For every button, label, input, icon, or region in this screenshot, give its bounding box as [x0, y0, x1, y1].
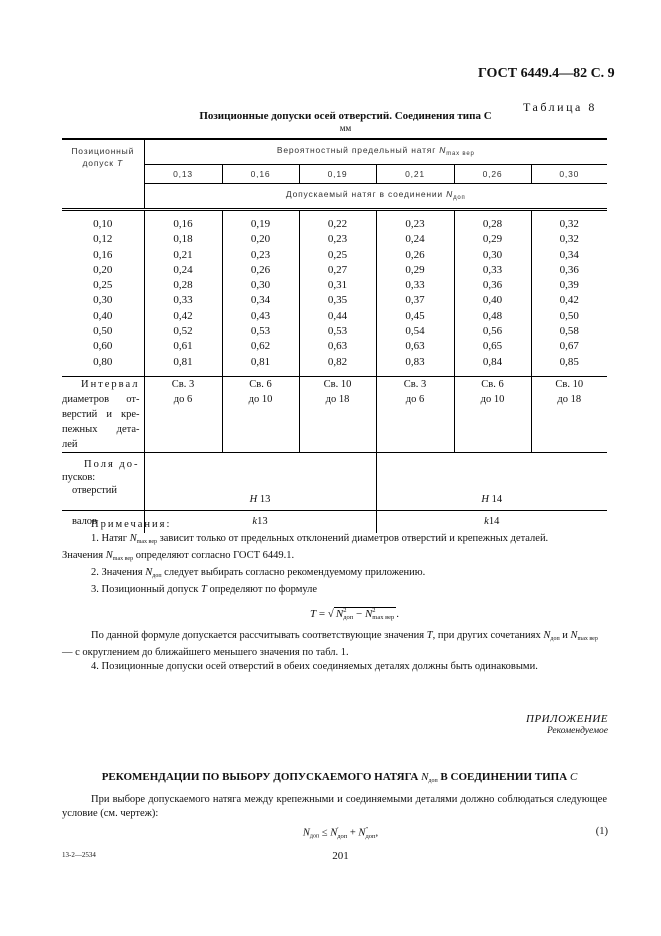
interference-value: 0,28 [454, 210, 531, 233]
note-text: определяют по формуле [209, 584, 318, 595]
holes-field-letter: H [481, 493, 489, 505]
interference-value: 0,27 [299, 263, 376, 278]
note-text: По данной формуле допускается рассчитывать соответствующие значения [91, 630, 425, 642]
eq-symbol: N [358, 827, 366, 839]
heading-type: C [569, 771, 578, 783]
interference-value: 0,30 [454, 248, 531, 263]
interference-value: 0,37 [376, 293, 454, 308]
note-text: зависит только от предельных отклонений диаметров отверстий и крепежных деталей. [159, 533, 549, 544]
interference-value: 0,33 [144, 293, 222, 308]
interference-value: 0,50 [531, 309, 607, 324]
fields-label-second: пусков: [62, 471, 96, 483]
interference-value: 0,53 [222, 324, 299, 339]
shafts-field-number: 13 [257, 515, 268, 527]
holes-field-number: 13 [259, 493, 271, 505]
interval-to: до 10 [248, 393, 273, 405]
column-header: 0,21 [376, 165, 454, 184]
interference-value: 0,65 [454, 339, 531, 354]
interference-value: 0,62 [222, 339, 299, 354]
tolerance-value: 0,80 [93, 355, 113, 368]
interval-cell [531, 376, 607, 452]
interference-value: 0,24 [376, 232, 454, 247]
interference-value: 0,39 [531, 278, 607, 293]
table-row [62, 293, 607, 308]
interval-label-line: верстий и кре- [62, 408, 140, 420]
note-text: 3. Позиционный допуск [91, 584, 199, 595]
table-row [62, 355, 607, 377]
superscript: 2 [372, 607, 376, 615]
holes-label: отверстий [72, 484, 117, 496]
group-header-text: Вероятностный предельный натяг [276, 145, 437, 155]
eq-end: , [375, 827, 379, 839]
shafts-field-letter: k [484, 515, 489, 527]
eq-symbol: N [302, 827, 310, 839]
interference-value: 0,34 [531, 248, 607, 263]
interference-value: 0,63 [376, 339, 454, 354]
table-row [62, 278, 607, 293]
formula [62, 607, 607, 621]
eq-symbol: N [330, 827, 338, 839]
formula-symbol: T [309, 608, 317, 620]
interference-value: 0,53 [299, 324, 376, 339]
note-text: Значения [62, 550, 104, 561]
fields-label [62, 452, 144, 510]
formula-radicand [334, 607, 396, 620]
double-prime: ″ [365, 826, 369, 833]
tolerance-value: 0,60 [93, 340, 113, 353]
tolerance-value: 0,10 [93, 218, 113, 230]
equation-1 [0, 826, 661, 840]
note-text: — с округлением до ближайшего меньшего значения по табл. 1. [62, 647, 349, 659]
interference-value: 0,23 [222, 248, 299, 263]
tolerance-value: 0,12 [93, 233, 113, 246]
tolerance-value: 0,50 [93, 325, 113, 338]
subheader-symbol: N [446, 189, 454, 199]
note-text: и [562, 630, 568, 642]
interval-to: до 18 [325, 393, 350, 405]
subheader-text: Допускаемый натяг в соединении [285, 189, 443, 199]
eq-operator: ≤ [321, 827, 328, 839]
column-header: 0,19 [299, 165, 376, 184]
eq-operator: + [349, 827, 356, 839]
interference-value: 0,36 [531, 263, 607, 278]
symbol: T [200, 584, 207, 595]
table-row [62, 324, 607, 339]
interference-value: 0,40 [454, 293, 531, 308]
appendix-paragraph [62, 793, 607, 821]
table-row [62, 309, 607, 324]
note-1 [62, 532, 607, 549]
formula-symbol: N [364, 608, 373, 620]
notes-heading: Примечания: [91, 519, 172, 530]
subscript: max вер [136, 539, 157, 545]
column-header: 0,26 [454, 165, 531, 184]
interval-label-line: диаметров от- [62, 393, 140, 405]
interference-value: 0,29 [454, 232, 531, 247]
tolerance-value: 0,25 [93, 279, 113, 292]
interference-value: 0,21 [144, 248, 222, 263]
formula-end: . [396, 608, 400, 620]
interference-value: 0,18 [144, 232, 222, 247]
eq-subscript: доп [309, 833, 320, 840]
interference-value: 0,56 [454, 324, 531, 339]
column-header: 0,16 [222, 165, 299, 184]
interval-row [62, 376, 607, 452]
equation-number: (1) [595, 826, 608, 837]
interference-value: 0,44 [299, 309, 376, 324]
interference-value: 0,42 [144, 309, 222, 324]
fields-label-first: Поля до- [84, 458, 140, 470]
interval-to: до 18 [557, 393, 582, 405]
formula-supsub [343, 607, 353, 621]
interference-value: 0,85 [531, 355, 607, 377]
table-row [62, 339, 607, 354]
group-header [144, 139, 607, 165]
interference-value: 0,31 [299, 278, 376, 293]
tolerance-value: 0,30 [93, 294, 113, 307]
row-header-label-2: допуск [82, 158, 114, 168]
subscript: доп [152, 573, 162, 579]
row-header-label: Позиционный [71, 146, 135, 156]
table-number: Таблица 8 [523, 100, 597, 114]
holes-field-number: 14 [491, 493, 503, 505]
subscript: max вер [577, 636, 598, 643]
interference-value: 0,25 [299, 248, 376, 263]
note-1b [62, 549, 607, 566]
column-values-row [62, 165, 607, 184]
paragraph-text: При выборе допускаемого натяга между крепежными и соединяемыми деталями должно соблюдаться следующее условие (см. чертеж): [62, 794, 607, 819]
recommendations-heading [0, 771, 661, 784]
interference-value: 0,16 [144, 210, 222, 233]
interference-value: 0,29 [376, 263, 454, 278]
interval-from: Св. 10 [323, 378, 352, 390]
note-3 [62, 583, 607, 597]
subscript: max вер [112, 556, 134, 562]
interference-value: 0,32 [531, 210, 607, 233]
interference-value: 0,26 [376, 248, 454, 263]
interference-value: 0,63 [299, 339, 376, 354]
table-row [62, 263, 607, 278]
interference-value: 0,42 [531, 293, 607, 308]
prime: ′ [337, 826, 339, 833]
table-row [62, 248, 607, 263]
table-row [62, 232, 607, 247]
note-2 [62, 566, 607, 583]
appendix-subtitle: Рекомендуемое [546, 726, 608, 736]
symbol: T [426, 630, 433, 642]
gost-reference: ГОСТ 6449.4—82 С. 9 [478, 66, 615, 81]
notes-section [62, 515, 607, 674]
holes-field-cell [376, 452, 607, 510]
interval-to: до 10 [480, 393, 505, 405]
formula-operator: − [355, 608, 363, 620]
interference-value: 0,54 [376, 324, 454, 339]
symbol: N [129, 533, 137, 544]
appendix-title: ПРИЛОЖЕНИЕ [526, 713, 608, 725]
fields-row [62, 452, 607, 510]
heading-subscript: доп [428, 778, 438, 784]
interference-value: 0,28 [144, 278, 222, 293]
symbol: N [543, 630, 551, 642]
interference-value: 0,82 [299, 355, 376, 377]
interval-cell [376, 376, 454, 452]
interval-label-first: Интервал [80, 378, 140, 390]
tolerance-value: 0,40 [93, 309, 113, 322]
holes-field-letter: H [249, 493, 258, 505]
tolerance-value: 0,20 [93, 263, 113, 276]
subscript: max вер [372, 614, 395, 622]
interval-from: Св. 10 [555, 378, 584, 390]
formula-symbol: N [335, 608, 344, 620]
interference-value: 0,35 [299, 293, 376, 308]
interval-cell [299, 376, 376, 452]
interference-value: 0,83 [376, 355, 454, 377]
symbol: N [105, 550, 113, 561]
interference-value: 0,58 [531, 324, 607, 339]
eq-subscript: доп [337, 833, 348, 840]
footer-code: 13-2—2534 [62, 851, 96, 859]
superscript: 2 [343, 607, 347, 615]
shafts-label-text: валов [72, 515, 98, 527]
interference-value: 0,32 [531, 232, 607, 247]
interference-value: 0,24 [144, 263, 222, 278]
interference-value: 0,61 [144, 339, 222, 354]
interference-value: 0,26 [222, 263, 299, 278]
interval-to: до 6 [173, 393, 193, 405]
interference-value: 0,45 [376, 309, 454, 324]
interval-from: Св. 6 [249, 378, 272, 390]
eq-supsub [337, 826, 347, 840]
note-text: 1. Натяг [91, 533, 128, 544]
symbol: N [570, 630, 578, 642]
note-4: 4. Позиционные допуски осей отверстий в обеих соединяемых деталях должны быть одинаковыми. [91, 661, 538, 673]
interference-value: 0,36 [454, 278, 531, 293]
note-text: 2. Значения [91, 567, 143, 578]
interference-value: 0,84 [454, 355, 531, 377]
note-text: следует выбирать согласно рекомендуемому приложению. [164, 567, 426, 578]
interval-to: до 6 [405, 393, 425, 405]
interference-value: 0,22 [299, 210, 376, 233]
interval-label [62, 376, 144, 452]
page-number: 201 [332, 850, 349, 862]
table-data-body [62, 210, 607, 377]
sqrt-icon: √ [327, 608, 334, 620]
interference-value: 0,33 [454, 263, 531, 278]
interference-value: 0,30 [222, 278, 299, 293]
interference-value: 0,52 [144, 324, 222, 339]
interval-cell [454, 376, 531, 452]
row-header-cell [62, 139, 144, 210]
interference-value: 0,20 [222, 232, 299, 247]
column-header: 0,13 [144, 165, 222, 184]
subscript: доп [343, 614, 354, 622]
subheader-subscript: доп [453, 195, 466, 201]
formula-supsub [372, 607, 394, 621]
heading-text: В СОЕДИНЕНИИ ТИПА [440, 771, 568, 783]
interval-from: Св. 6 [481, 378, 504, 390]
symbol: N [145, 567, 153, 578]
interference-value: 0,48 [454, 309, 531, 324]
table-units: мм [339, 123, 352, 133]
shafts-field-letter: k [252, 515, 258, 527]
heading-text: РЕКОМЕНДАЦИИ ПО ВЫБОРУ ДОПУСКАЕМОГО НАТЯГА [101, 771, 419, 783]
interference-value: 0,23 [376, 210, 454, 233]
interval-cell [222, 376, 299, 452]
tolerance-table [62, 138, 607, 533]
eq-subscript: доп [365, 833, 376, 840]
interference-value: 0,81 [144, 355, 222, 377]
interference-value: 0,23 [299, 232, 376, 247]
interval-label-line: пежных дета- [62, 423, 140, 435]
interval-from: Св. 3 [403, 378, 427, 390]
interference-value: 0,81 [222, 355, 299, 377]
column-header: 0,30 [531, 165, 607, 184]
interference-value: 0,43 [222, 309, 299, 324]
formula-operator: = [318, 608, 326, 620]
interval-from: Св. 3 [171, 378, 195, 390]
row-header-symbol: T [116, 158, 123, 168]
subheader [144, 184, 607, 210]
interference-value: 0,34 [222, 293, 299, 308]
heading-symbol: N [421, 771, 429, 783]
eq-supsub [365, 826, 375, 840]
interval-cell [144, 376, 222, 452]
interval-label-line: лей [62, 438, 78, 450]
note-text: , при других сочетаниях [432, 630, 541, 642]
interference-value: 0,19 [222, 210, 299, 233]
interference-value: 0,67 [531, 339, 607, 354]
group-header-symbol: N [439, 145, 447, 155]
interference-value: 0,33 [376, 278, 454, 293]
holes-field-cell [144, 452, 376, 510]
note-paragraph [62, 629, 607, 660]
tolerance-value: 0,16 [93, 248, 113, 261]
note-text: определяют согласно ГОСТ 6449.1. [135, 550, 295, 561]
group-header-subscript: max вер [446, 151, 475, 157]
subscript: доп [550, 636, 560, 643]
shafts-field-number: 14 [488, 515, 500, 527]
table-row [62, 210, 607, 233]
table-title: Позиционные допуски осей отверстий. Соединения типа С [199, 110, 492, 122]
